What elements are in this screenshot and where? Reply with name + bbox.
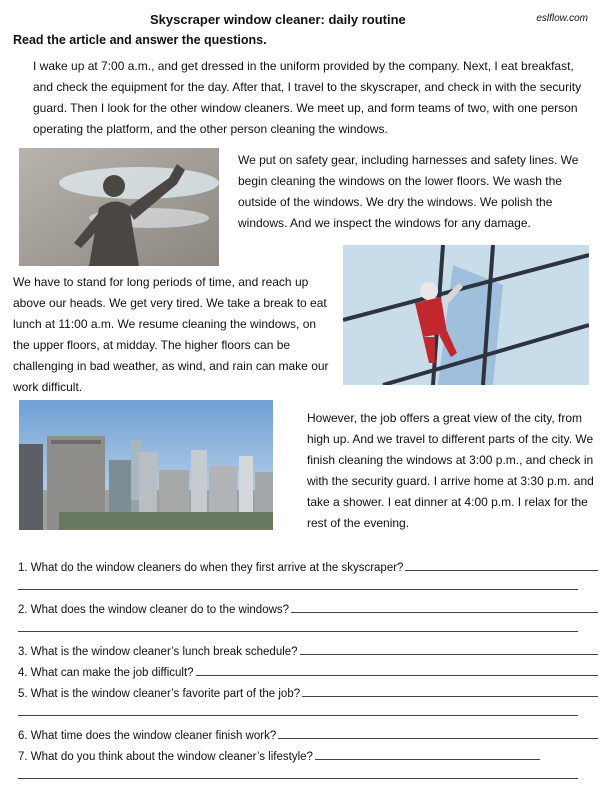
- question-1: [18, 553, 598, 574]
- article-paragraph-1: I wake up at 7:00 a.m., and get dressed in the uniform provided by the company. Next, I eat breakfast, and check the equipment for the day. After that, I travel to the skyscraper, and check in with the security guard. Then I look for the other window cleaners. We meet up, and form teams of two, with one person operating the platform, and the other person cleaning the windows.: [33, 59, 582, 136]
- worksheet-title: Skyscraper window cleaner: daily routine: [150, 12, 406, 27]
- question-3: [18, 637, 598, 658]
- answer-line-extra[interactable]: [18, 616, 598, 637]
- article-paragraph-4: However, the job offers a great view of the city, from high up. And we travel to different parts of the city. We finish cleaning the windows at 3:00 p.m., and check in with the security guard. I arrive home at 3:30 p.m. and take a shower. I eat dinner at 4:00 p.m. I relax for the rest of the evening.: [307, 411, 594, 530]
- article-paragraph-3: We have to stand for long periods of time, and reach up above our heads. We get very tired. We take a break to eat lunch at 11:00 a.m. We resume cleaning the windows, on the upper floors, at midday. The higher floors can be challenging in bad weather, as wind, and rain can make our work difficult.: [13, 275, 329, 394]
- instructions: Read the article and answer the questions.: [13, 33, 267, 47]
- answer-line[interactable]: [291, 612, 598, 613]
- questions-section: [18, 553, 598, 784]
- question-text: 2. What does the window cleaner do to the windows?: [18, 604, 290, 616]
- answer-line[interactable]: [196, 675, 598, 676]
- question-2: [18, 595, 598, 616]
- answer-line-extra[interactable]: [18, 700, 598, 721]
- answer-line[interactable]: [278, 738, 598, 739]
- question-7: [18, 742, 598, 763]
- answer-line[interactable]: [302, 696, 598, 697]
- answer-line[interactable]: [405, 570, 598, 571]
- answer-line[interactable]: [315, 759, 540, 760]
- site-credit: eslflow.com: [536, 13, 588, 24]
- answer-line-extra[interactable]: [18, 763, 598, 784]
- question-text: 4. What can make the job difficult?: [18, 667, 194, 679]
- question-4: [18, 658, 598, 679]
- window-cleaner-silhouette-image: [19, 148, 219, 266]
- city-skyline-image: [19, 400, 273, 530]
- question-text: 3. What is the window cleaner’s lunch break schedule?: [18, 646, 298, 658]
- question-text: 5. What is the window cleaner’s favorite part of the job?: [18, 688, 301, 700]
- window-cleaner-on-glass-image: [343, 245, 589, 385]
- answer-line[interactable]: [300, 654, 598, 655]
- article-paragraph-2: We put on safety gear, including harnesses and safety lines. We begin cleaning the windows on the lower floors. We wash the outside of the windows. We dry the windows. We polish the windows. And we inspect the windows for any damage.: [238, 153, 579, 230]
- question-text: 6. What time does the window cleaner finish work?: [18, 730, 277, 742]
- question-6: [18, 721, 598, 742]
- question-text: 7. What do you think about the window cleaner’s lifestyle?: [18, 751, 313, 763]
- question-5: [18, 679, 598, 700]
- question-text: 1. What do the window cleaners do when they first arrive at the skyscraper?: [18, 562, 404, 574]
- answer-line-extra[interactable]: [18, 574, 598, 595]
